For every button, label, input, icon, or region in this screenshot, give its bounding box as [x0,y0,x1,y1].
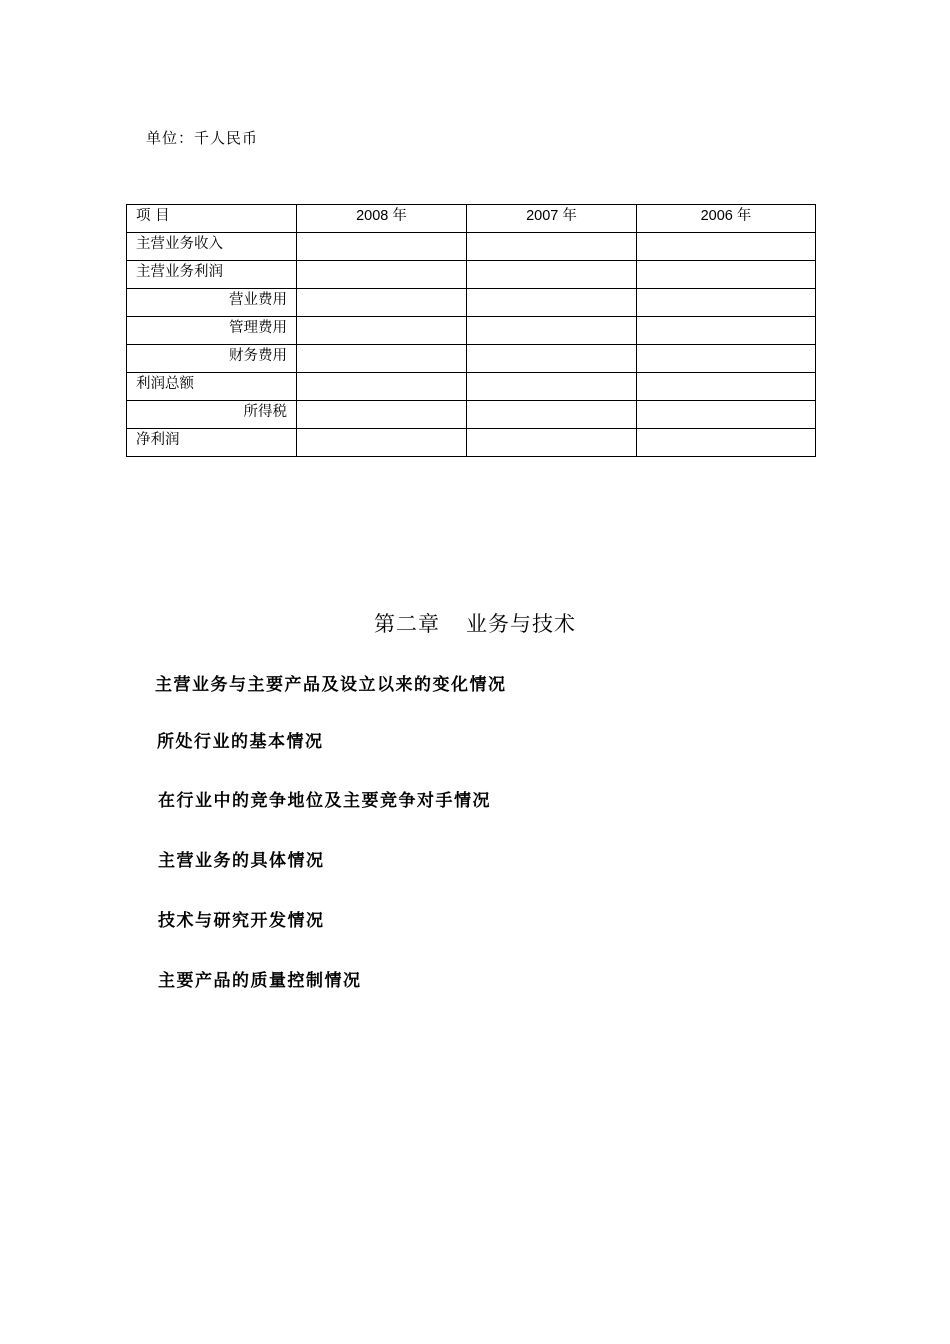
table-row [127,317,816,345]
section-heading: 在行业中的竞争地位及主要竞争对手情况 [158,791,491,811]
table-cell [297,261,467,289]
table-cell [637,233,816,261]
row-label: 主营业务利润 [127,261,297,289]
section-heading: 主营业务与主要产品及设立以来的变化情况 [155,675,507,695]
table-cell [297,289,467,317]
table-cell [467,373,637,401]
table-cell [467,317,637,345]
table-cell [467,401,637,429]
table-cell [637,429,816,457]
table-cell [637,317,816,345]
table-cell [637,373,816,401]
table-cell [297,233,467,261]
table-cell [297,401,467,429]
table-row [127,373,816,401]
header-2007: 2007 年 [467,205,637,233]
table-header-row [127,205,816,233]
header-2006: 2006 年 [637,205,816,233]
table-cell [467,429,637,457]
row-label: 主营业务收入 [127,233,297,261]
table-cell [467,261,637,289]
row-label: 利润总额 [127,373,297,401]
table-cell [467,289,637,317]
unit-label: 单位：千人民币 [146,129,259,147]
table-row [127,401,816,429]
table-cell [637,289,816,317]
table-cell [467,233,637,261]
chapter-name: 业务与技术 [466,612,576,636]
table-cell [637,345,816,373]
table-cell [297,373,467,401]
section-heading: 主营业务的具体情况 [158,851,325,871]
header-item: 项 目 [127,205,297,233]
table-cell [297,317,467,345]
header-2008: 2008 年 [297,205,467,233]
row-label: 营业费用 [127,289,297,317]
section-heading: 所处行业的基本情况 [157,732,324,752]
table-row [127,261,816,289]
chapter-title [0,608,950,638]
table-cell [637,261,816,289]
row-label: 财务费用 [127,345,297,373]
table-row [127,289,816,317]
table-row [127,429,816,457]
row-label: 净利润 [127,429,297,457]
table-cell [297,429,467,457]
section-heading: 技术与研究开发情况 [158,911,325,931]
row-label: 所得税 [127,401,297,429]
table-row [127,345,816,373]
financial-summary-table [126,204,816,457]
table-cell [467,345,637,373]
section-heading: 主要产品的质量控制情况 [158,971,362,991]
row-label: 管理费用 [127,317,297,345]
table-row [127,233,816,261]
chapter-number: 第二章 [374,612,440,636]
table-cell [297,345,467,373]
table-cell [637,401,816,429]
